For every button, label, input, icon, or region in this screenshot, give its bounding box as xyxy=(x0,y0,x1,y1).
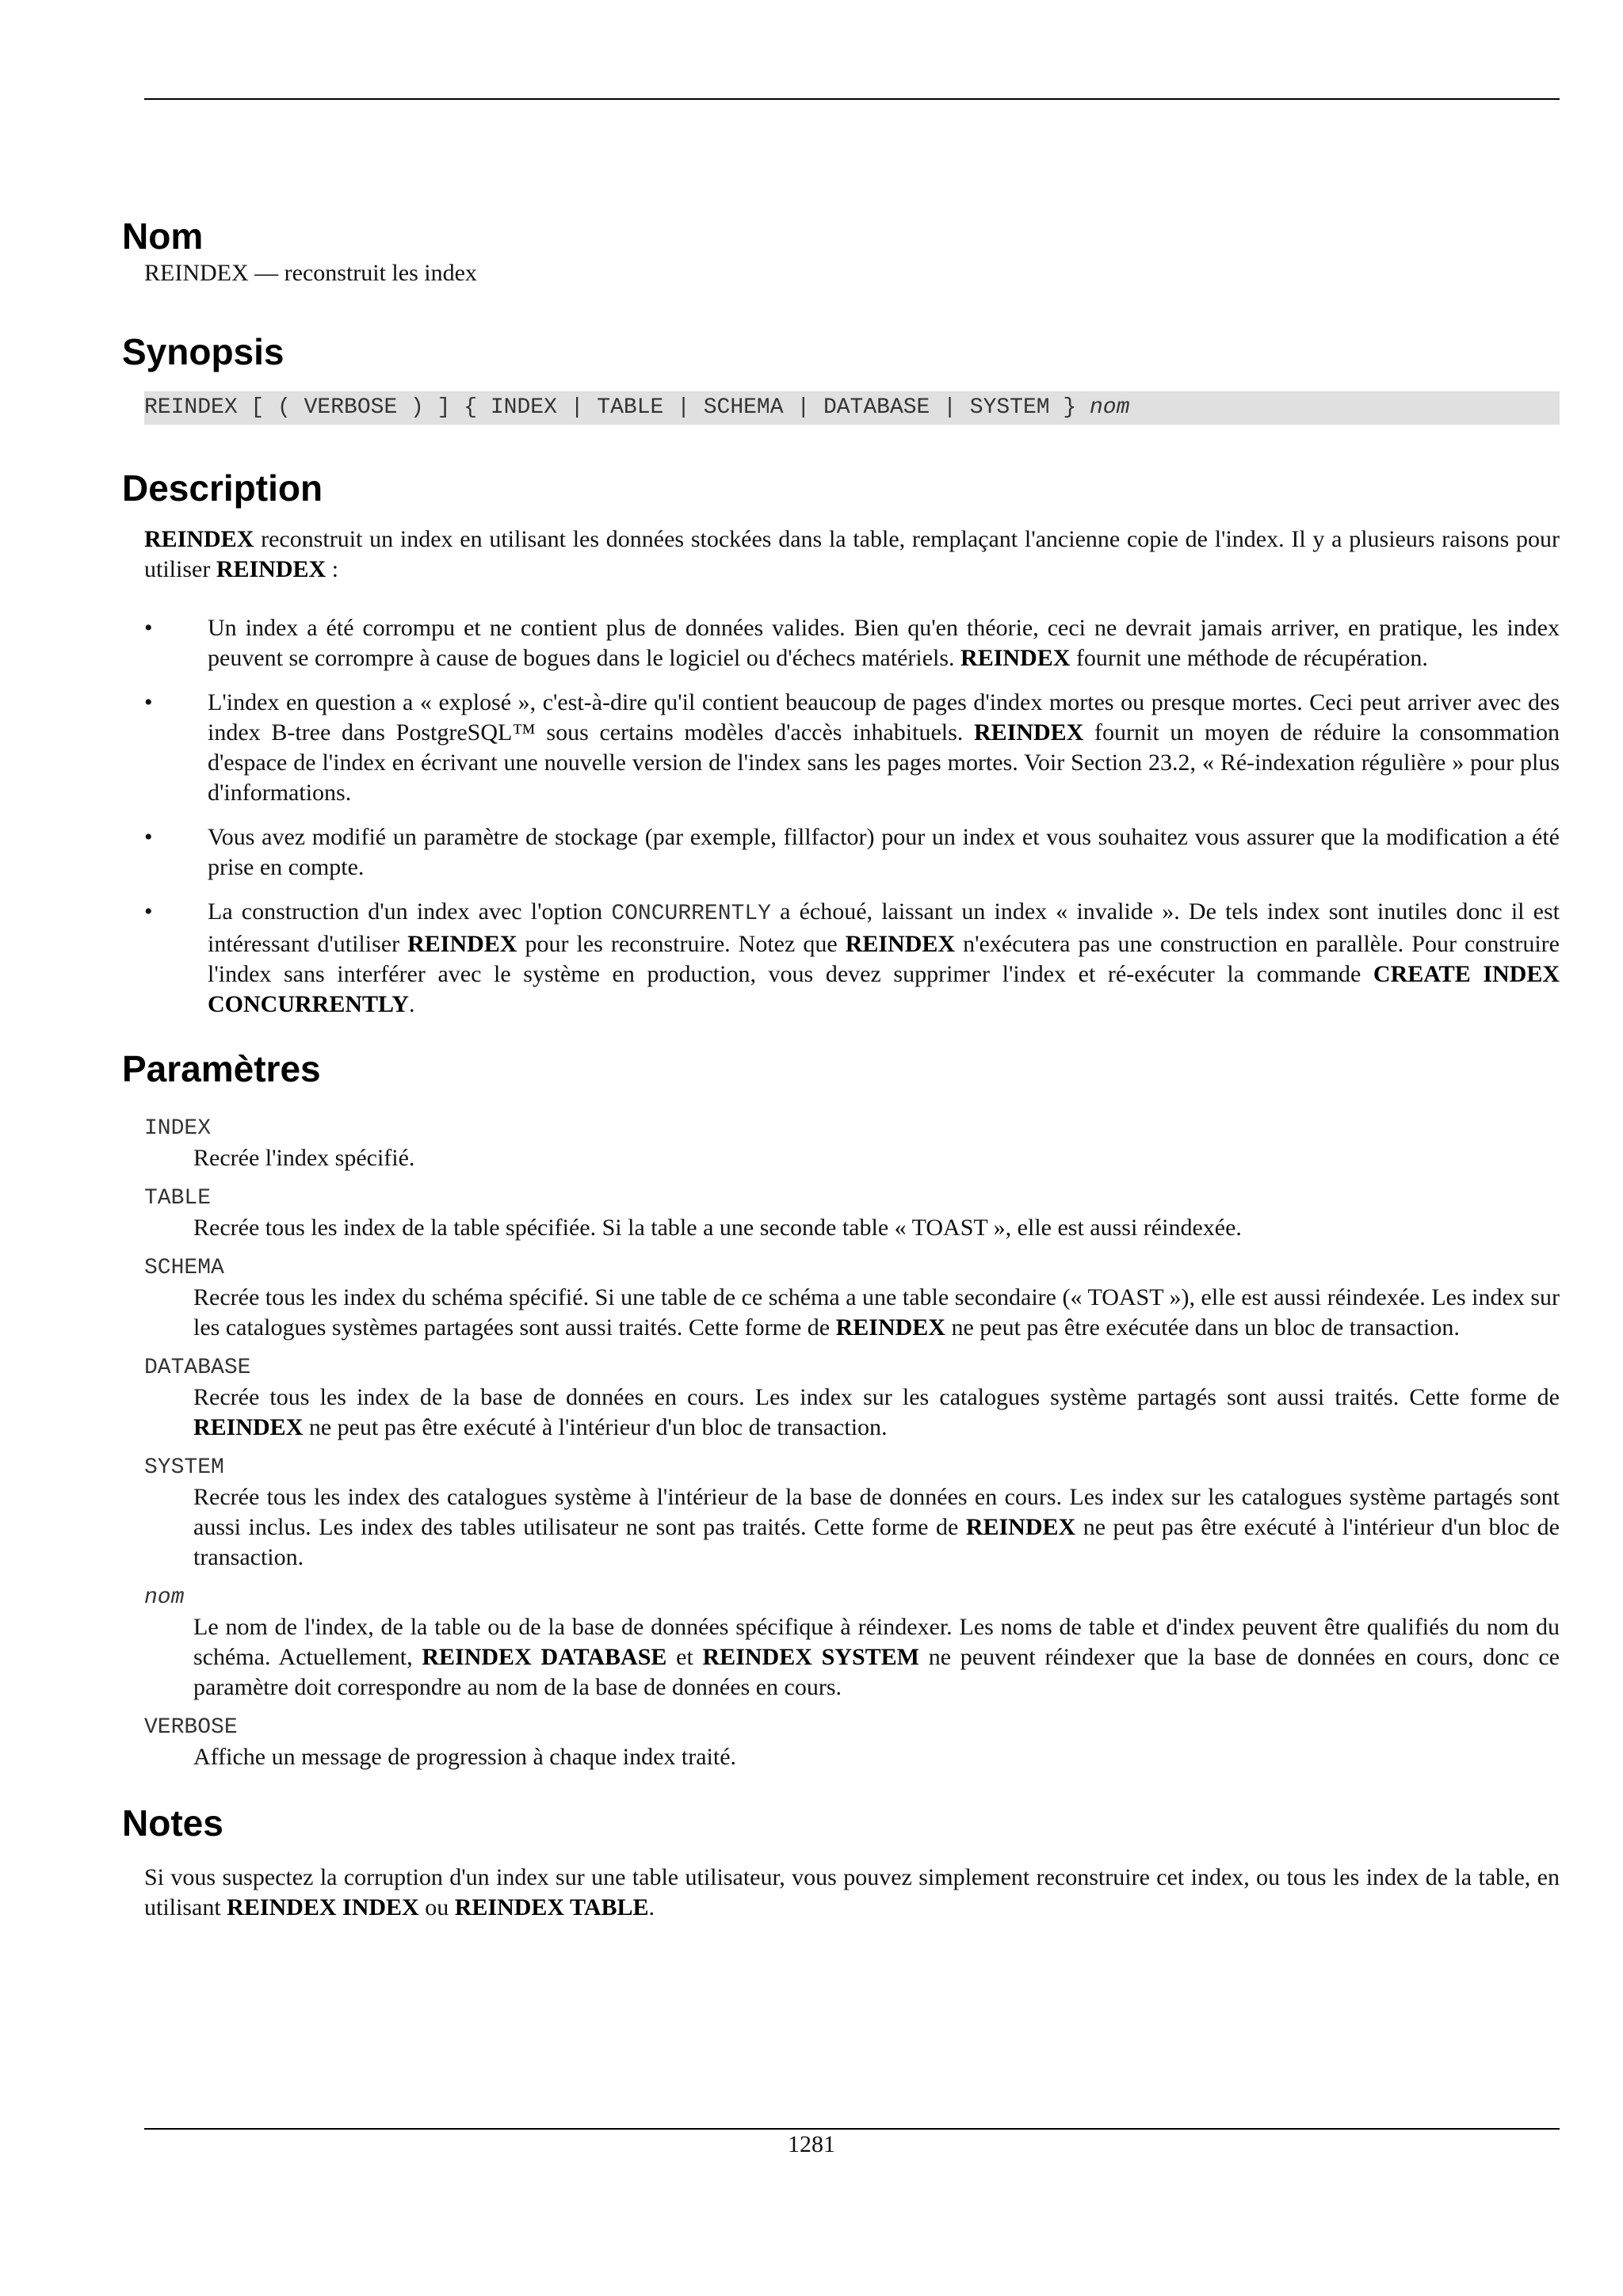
bullet-text: . xyxy=(408,991,415,1017)
reindex-term: REINDEX xyxy=(960,645,1071,671)
reindex-term: REINDEX xyxy=(144,526,254,552)
param-term: DATABASE xyxy=(144,1356,251,1380)
param-definition xyxy=(193,1283,1560,1343)
bullet-text: pour les reconstruire. Notez que xyxy=(517,931,846,957)
bullet-icon: • xyxy=(144,615,153,641)
reindex-term: REINDEX xyxy=(835,1314,945,1341)
param-definition: Affiche un message de progression à chaque index traité. xyxy=(193,1744,737,1770)
reindex-term: REINDEX xyxy=(216,556,327,582)
bullet-text: n'exécutera pas une construction en parallèle. Pour construire l'index sans interférer avec le système en production, vous devez supprimer l'index et ré-exécuter la commande xyxy=(208,931,1560,987)
def-text: Recrée tous les index du schéma spécifié. Si une table de ce schéma a une table secondaire (« TOAST »), elle est aussi réindexée. Les index sur les catalogues systèmes partagées sont aussi traités. Cette forme de xyxy=(193,1284,1560,1341)
bullet-text: a échoué, laissant un index « invalide ». De tels index sont inutiles donc il est intéressant d'utiliser xyxy=(208,898,1560,957)
bullet-icon: • xyxy=(144,824,153,850)
param-term: SCHEMA xyxy=(144,1256,224,1280)
section-heading-description: Description xyxy=(122,467,323,509)
create-index-term: CREATE INDEX CONCURRENTLY xyxy=(208,961,1560,1017)
def-text: et xyxy=(666,1644,703,1670)
def-text: ne peuvent réindexer que la base de données en cours, donc ce paramètre doit correspondre au nom de la base de données en cours. xyxy=(193,1644,1560,1700)
nom-text: REINDEX — reconstruit les index xyxy=(144,260,477,286)
reindex-table-term: REINDEX TABLE xyxy=(454,1894,649,1920)
bullet-text: fournit un moyen de réduire la consommation d'espace de l'index en écrivant une nouvelle version de l'index sans les pages mortes. Voir Section 23.2, « Ré-indexation régulière » pour plus d'informations. xyxy=(208,719,1560,806)
page-content xyxy=(122,214,1560,1923)
param-definition xyxy=(193,1383,1560,1443)
list-item xyxy=(144,897,1560,1020)
def-text: ne peut pas être exécuté à l'intérieur d'un bloc de transaction. xyxy=(303,1414,888,1440)
section-heading-parametres: Paramètres xyxy=(122,1048,321,1089)
reindex-system-term: REINDEX SYSTEM xyxy=(702,1644,919,1670)
param-system xyxy=(144,1454,1560,1573)
footer-rule xyxy=(144,2128,1560,2130)
bullet-text: fournit une méthode de récupération. xyxy=(1070,645,1428,671)
synopsis-command: REINDEX [ ( VERBOSE ) ] { INDEX | TABLE | SCHEMA | DATABASE | SYSTEM } xyxy=(144,395,1090,420)
concurrently-code: CONCURRENTLY xyxy=(611,902,771,926)
def-text: ne peut pas être exécuté à l'intérieur d'un bloc de transaction. xyxy=(193,1514,1560,1570)
param-schema xyxy=(144,1254,1560,1343)
param-definition xyxy=(193,1612,1560,1703)
section-heading-nom: Nom xyxy=(122,215,204,257)
param-definition xyxy=(193,1482,1560,1573)
header-rule xyxy=(144,98,1560,100)
notes-text-part: Si vous suspectez la corruption d'un index sur une table utilisateur, vous pouvez simplement reconstruire cet index, ou tous les index de la table, en utilisant xyxy=(144,1864,1560,1920)
reindex-term: REINDEX xyxy=(407,931,517,957)
reindex-term: REINDEX xyxy=(193,1414,304,1440)
list-item xyxy=(144,688,1560,808)
synopsis-code xyxy=(144,391,1560,425)
description-intro xyxy=(144,524,1560,585)
notes-text xyxy=(144,1863,1560,1923)
param-database xyxy=(144,1354,1560,1443)
param-term: VERBOSE xyxy=(144,1715,238,1740)
notes-text-part: . xyxy=(648,1894,655,1920)
param-nom xyxy=(144,1584,1560,1703)
page-number: 1281 xyxy=(788,2131,835,2157)
list-item xyxy=(144,613,1560,673)
def-text: Le nom de l'index, de la table ou de la base de données spécifique à réindexer. Les noms de table et d'index peuvent être qualifiés du nom du schéma. Actuellement, xyxy=(193,1614,1560,1670)
def-text: ne peut pas être exécutée dans un bloc de transaction. xyxy=(945,1314,1460,1341)
param-term: SYSTEM xyxy=(144,1455,224,1480)
param-term: TABLE xyxy=(144,1186,212,1211)
param-index xyxy=(144,1115,1560,1173)
param-definition: Recrée tous les index de la table spécifiée. Si la table a une seconde table « TOAST », elle est aussi réindexée. xyxy=(193,1215,1242,1241)
reindex-index-term: REINDEX INDEX xyxy=(227,1894,419,1920)
reindex-term: REINDEX xyxy=(965,1514,1076,1540)
param-table xyxy=(144,1184,1560,1243)
reindex-database-term: REINDEX DATABASE xyxy=(422,1644,667,1670)
param-term: INDEX xyxy=(144,1116,212,1141)
reasons-list xyxy=(122,613,1560,1020)
reindex-term: REINDEX xyxy=(973,719,1084,746)
bullet-text: Vous avez modifié un paramètre de stockage (par exemple, fillfactor) pour un index et vous souhaitez vous assurer que la modification a été prise en compte. xyxy=(208,824,1560,880)
section-heading-notes: Notes xyxy=(122,1802,223,1844)
bullet-icon: • xyxy=(144,689,153,715)
synopsis-param: nom xyxy=(1090,395,1130,420)
def-text: Recrée tous les index des catalogues système à l'intérieur de la base de données en cours. Les index sur les catalogues système partagés sont aussi inclus. Les index des tables utilisateur ne sont pas traités. Cette forme de xyxy=(193,1484,1560,1540)
intro-text: : xyxy=(326,556,339,582)
def-text: Recrée tous les index de la base de données en cours. Les index sur les catalogues système partagés sont aussi traités. Cette forme de xyxy=(193,1384,1560,1410)
bullet-text: La construction d'un index avec l'option xyxy=(208,898,612,925)
param-definition: Recrée l'index spécifié. xyxy=(193,1145,415,1171)
bullet-text: L'index en question a « explosé », c'est-à-dire qu'il contient beaucoup de pages d'index mortes ou presque mortes. Ceci peut arriver avec des index B-tree dans PostgreSQL™ sous certains modèles d'accès inhabituels. xyxy=(208,689,1560,746)
notes-text-part: ou xyxy=(418,1894,455,1920)
section-heading-synopsis: Synopsis xyxy=(122,331,285,372)
parameter-list xyxy=(144,1115,1560,1772)
list-item xyxy=(144,822,1560,883)
bullet-text: Un index a été corrompu et ne contient plus de données valides. Bien qu'en théorie, ceci ne devrait jamais arriver, en pratique, les index peuvent se corrompre à cause de bogues dans le logiciel ou d'échecs matériels. xyxy=(208,615,1560,671)
reindex-term: REINDEX xyxy=(845,931,956,957)
intro-text: reconstruit un index en utilisant les données stockées dans la table, remplaçant l'ancienne copie de l'index. Il y a plusieurs raisons pour utiliser xyxy=(144,526,1560,582)
bullet-icon: • xyxy=(144,898,153,925)
param-verbose xyxy=(144,1714,1560,1772)
param-term: nom xyxy=(144,1585,185,1610)
